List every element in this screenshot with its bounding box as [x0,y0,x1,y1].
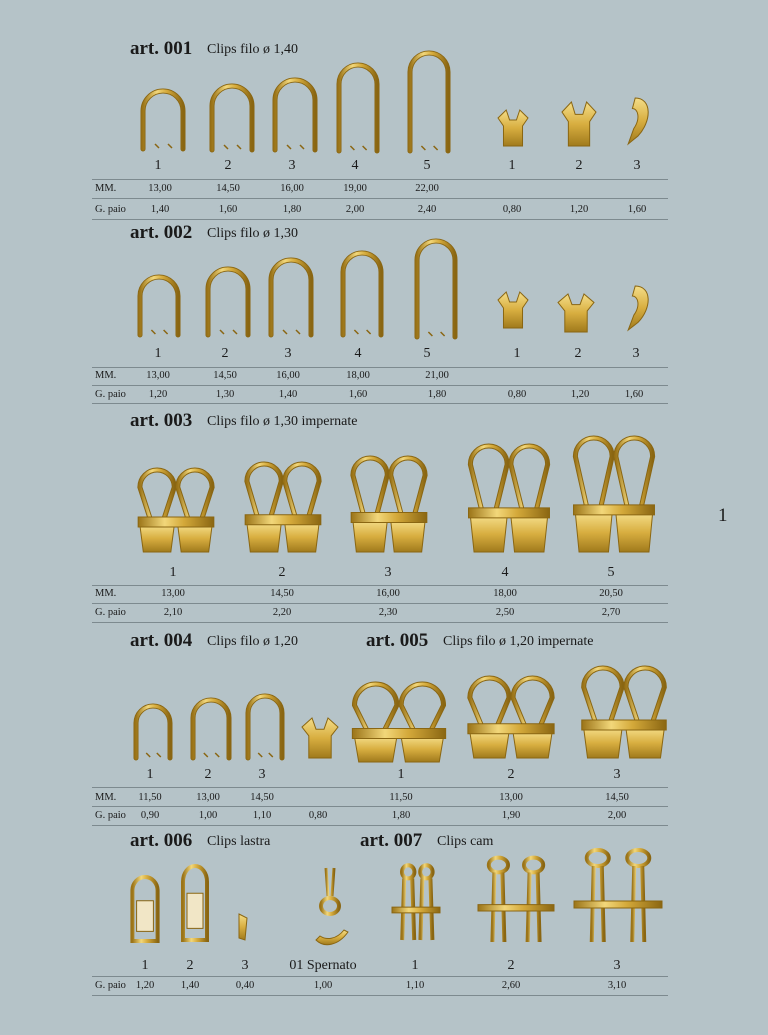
divider [92,198,668,199]
art001-desc: Clips filo ø 1,40 [207,42,299,57]
divider [92,367,668,368]
divider [92,403,668,404]
wire-clip-image [190,697,232,761]
item-number: 3 [613,767,621,782]
wire-clip-image [140,88,186,152]
clip-pair-image [240,458,326,556]
mm-value: 14,50 [213,370,237,381]
art002-g-label: G. paio [95,389,126,400]
art007-desc: Clips cam [437,834,494,849]
clip-cam-image [390,862,442,944]
mm-value: 13,00 [499,792,523,803]
weight-value: 0,80 [507,389,527,400]
weight-value: 0,80 [308,810,328,821]
weight-value: 1,30 [215,389,235,400]
clip-fitting-image [560,100,598,148]
clip-pair-image [346,678,452,766]
weight-value: 2,10 [163,607,183,618]
wire-clip-image [245,693,285,761]
row45-g-label: G. paio [95,810,126,821]
clip-pair-image [568,432,660,556]
weight-value: 0,90 [140,810,160,821]
divider [92,806,668,807]
wire-clip-image [407,50,451,154]
divider [92,995,668,996]
weight-value: 1,40 [150,204,170,215]
wire-clip-image [414,238,458,340]
mm-value: 13,00 [161,588,185,599]
mm-value: 22,00 [415,183,439,194]
row45-mm-label: MM. [95,792,117,803]
wire-clip-image [137,274,181,338]
weight-value: 1,10 [252,810,272,821]
item-number: 2 [186,958,194,973]
mm-value: 19,00 [343,183,367,194]
weight-value: 1,60 [627,204,647,215]
clip-fitting-image [300,716,340,760]
weight-value: 2,70 [601,607,621,618]
mm-value: 13,00 [196,792,220,803]
weight-value: 0,80 [502,204,522,215]
mm-value: 11,50 [389,792,413,803]
item-number: 2 [575,158,583,173]
item-number: 1 [513,346,521,361]
art003-desc: Clips filo ø 1,30 impernate [207,414,358,429]
item-number: 1 [141,958,149,973]
item-number: 2 [224,158,232,173]
item-number: 1 [154,158,162,173]
weight-value: 1,40 [278,389,298,400]
clip-pair-image [463,440,555,556]
mm-value: 14,50 [250,792,274,803]
clip-cam-image [572,846,664,946]
item-number: 3 [284,346,292,361]
wire-clip-image [133,703,173,761]
art001-g-label: G. paio [95,204,126,215]
wire-clip-image [209,83,255,153]
clip-fitting-image [496,108,530,148]
weight-value: 1,80 [282,204,302,215]
mm-value: 13,00 [146,370,170,381]
item-number: 2 [221,346,229,361]
weight-value: 1,00 [198,810,218,821]
mm-value: 14,50 [605,792,629,803]
divider [92,622,668,623]
weight-value: 1,60 [348,389,368,400]
item-number: 3 [633,158,641,173]
weight-value: 3,10 [607,980,627,991]
weight-value: 1,20 [148,389,168,400]
divider [92,179,668,180]
weight-value: 1,80 [427,389,447,400]
item-number: 1 [508,158,516,173]
clip-plate-image [124,877,166,945]
divider [92,385,668,386]
item-number: 2 [574,346,582,361]
weight-value: 2,50 [495,607,515,618]
clip-pair-image [346,452,432,556]
art006-code: art. 006 [130,830,193,851]
item-number: 5 [607,565,615,580]
art002-desc: Clips filo ø 1,30 [207,226,299,241]
weight-value: 2,00 [345,204,365,215]
weight-value: 1,20 [569,204,589,215]
item-number: 4 [351,158,359,173]
clip-plate-image [175,866,215,944]
art005-code: art. 005 [366,630,429,651]
item-number: 3 [288,158,296,173]
weight-value: 1,20 [570,389,590,400]
item-number: 4 [354,346,362,361]
row67-g-label: G. paio [95,980,126,991]
mm-value: 18,00 [493,588,517,599]
clip-hook-image [624,284,652,332]
weight-value: 2,00 [607,810,627,821]
art001-mm-label: MM. [95,183,117,194]
wire-clip-image [336,62,380,154]
divider [92,585,668,586]
art003-g-label: G. paio [95,607,126,618]
weight-value: 2,20 [272,607,292,618]
item-number: 1 [146,767,154,782]
weight-value: 2,30 [378,607,398,618]
weight-value: 1,80 [391,810,411,821]
mm-value: 11,50 [138,792,162,803]
weight-value: 1,00 [313,980,333,991]
clip-hook-image [624,96,652,146]
mm-value: 16,00 [376,588,400,599]
item-number: 5 [423,346,431,361]
item-number: 2 [278,565,286,580]
weight-value: 0,40 [235,980,255,991]
item-number: 2 [507,767,515,782]
divider [92,787,668,788]
art003-mm-label: MM. [95,588,117,599]
item-number: 01 Spernato [289,958,357,973]
item-number: 3 [258,767,266,782]
divider [92,825,668,826]
clip-fitting-image [496,290,530,330]
clip-cam-image [476,854,556,946]
clip-pair-image [133,464,219,556]
mm-value: 13,00 [148,183,172,194]
clip-pair-image [576,662,672,762]
spernato-clip-image [308,866,352,950]
item-number: 5 [423,158,431,173]
weight-value: 1,90 [501,810,521,821]
art005-desc: Clips filo ø 1,20 impernate [443,634,594,649]
item-number: 3 [241,958,249,973]
page-number: 1 [718,505,728,526]
clip-fitting-image [556,292,596,334]
weight-value: 1,20 [135,980,155,991]
wire-clip-image [268,257,314,338]
divider [92,219,668,220]
weight-value: 2,40 [417,204,437,215]
item-number: 4 [501,565,509,580]
art003-code: art. 003 [130,410,193,431]
art001-code: art. 001 [130,38,193,59]
small-pin-image [236,912,250,942]
divider [92,603,668,604]
weight-value: 1,10 [405,980,425,991]
art006-desc: Clips lastra [207,834,271,849]
divider [92,976,668,977]
art002-code: art. 002 [130,222,193,243]
mm-value: 20,50 [599,588,623,599]
item-number: 2 [507,958,515,973]
wire-clip-image [340,250,384,338]
weight-value: 2,60 [501,980,521,991]
mm-value: 21,00 [425,370,449,381]
weight-value: 1,60 [218,204,238,215]
mm-value: 16,00 [276,370,300,381]
item-number: 3 [384,565,392,580]
mm-value: 16,00 [280,183,304,194]
mm-value: 18,00 [346,370,370,381]
item-number: 1 [154,346,162,361]
mm-value: 14,50 [270,588,294,599]
item-number: 1 [169,565,177,580]
mm-value: 14,50 [216,183,240,194]
item-number: 1 [411,958,419,973]
art004-code: art. 004 [130,630,193,651]
art007-code: art. 007 [360,830,423,851]
weight-value: 1,40 [180,980,200,991]
item-number: 2 [204,767,212,782]
item-number: 1 [397,767,405,782]
weight-value: 1,60 [624,389,644,400]
item-number: 3 [613,958,621,973]
wire-clip-image [205,266,251,338]
clip-pair-image [462,672,560,762]
art004-desc: Clips filo ø 1,20 [207,634,299,649]
item-number: 3 [632,346,640,361]
art002-mm-label: MM. [95,370,117,381]
wire-clip-image [272,77,318,153]
